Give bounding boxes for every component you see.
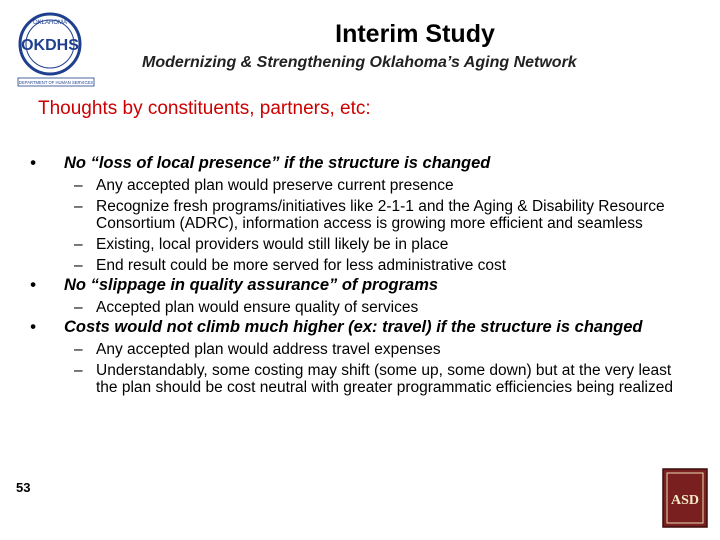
sub-text: End result could be more served for less administrative cost [96,257,507,274]
bullet-item [30,154,690,173]
bullet-text: No “loss of local presence” if the structure is changed [64,154,491,172]
sub-text: Any accepted plan would preserve current presence [96,177,454,194]
bullet-dot-icon: • [30,276,36,294]
bullet-dot-icon: • [30,154,36,172]
dash-icon: – [74,341,83,358]
dash-icon: – [74,257,83,274]
bullet-text: Costs would not climb much higher (ex: travel) if the structure is changed [64,318,643,336]
sub-item [30,341,690,358]
page-number: 53 [16,480,31,495]
bullet-text: No “slippage in quality assurance” of programs [64,276,439,294]
sub-text: Recognize fresh programs/initiatives like 2-1-1 and the Aging & Disability Resource Consortium (ADRC), information access is growing more efficient and seamless [96,198,665,232]
sub-item [30,177,690,194]
bullet-dot-icon: • [30,318,36,336]
sub-item [30,257,690,274]
sub-text: Any accepted plan would address travel expenses [96,341,441,358]
section-heading: Thoughts by constituents, partners, etc: [38,98,371,119]
logo-mark-text: OKDHS [21,37,79,54]
sub-text: Existing, local providers would still likely be in place [96,236,449,253]
sub-item [30,198,690,232]
dash-icon: – [74,177,83,194]
slide-title: Interim Study [335,20,495,48]
sub-text: Understandably, some costing may shift (some up, some down) but at the very least the plan should be cost neutral with greater programmatic efficiencies being realized [96,362,673,396]
asd-logo [662,468,708,528]
dash-icon: – [74,236,83,253]
dash-icon: – [74,299,83,316]
logo-top-text: OKLAHOMA [32,20,68,26]
asd-logo-text: ASD [670,493,700,508]
dash-icon: – [74,362,83,379]
bullet-item [30,276,690,295]
bullet-item [30,318,690,337]
logo-bottom-text: DEPARTMENT OF HUMAN SERVICES [18,80,94,85]
dash-icon: – [74,198,83,215]
sub-text: Accepted plan would ensure quality of services [96,299,419,316]
sub-item [30,362,690,396]
bullet-list [30,152,690,396]
sub-item [30,299,690,316]
sub-item [30,236,690,253]
slide-subtitle: Modernizing & Strengthening Oklahoma’s Aging Network [142,54,577,71]
